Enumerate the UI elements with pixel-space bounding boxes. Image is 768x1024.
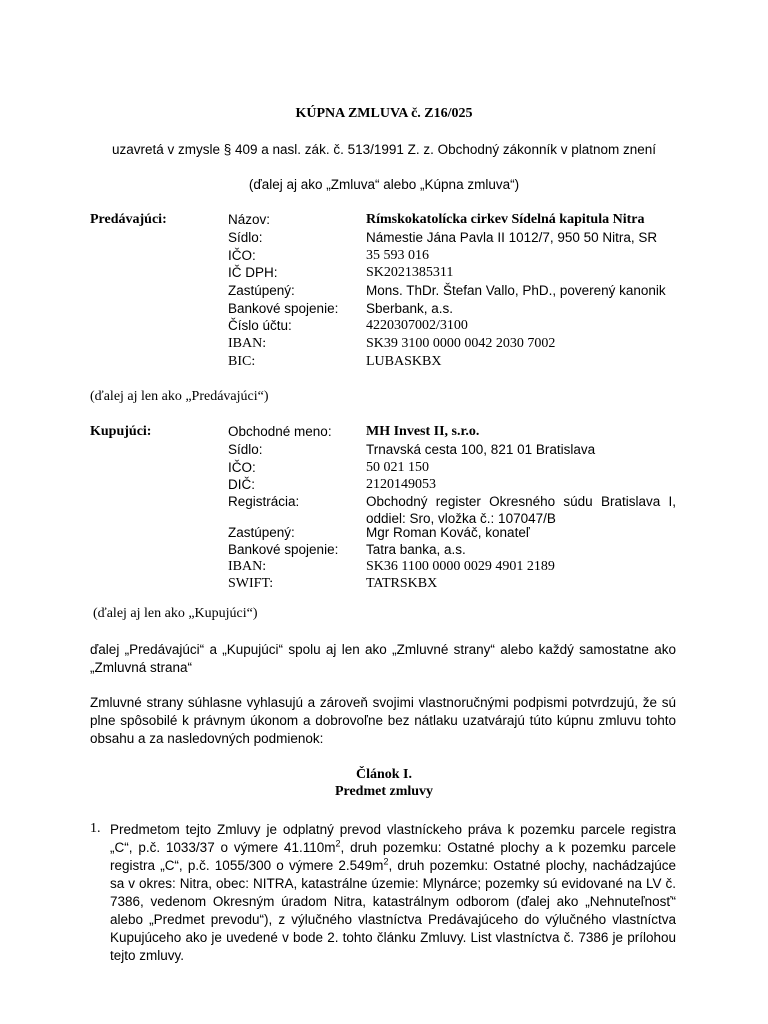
seller-field: Bankové spojenie: [228,301,339,316]
seller-field: IČ DPH: [228,265,278,280]
buyer-value: 50 021 150 [366,460,429,475]
seller-row [0,212,768,230]
seller-value: Rímskokatolícka cirkev Sídelná kapitula Nitra [366,212,645,227]
seller-field: IBAN: [228,336,267,351]
seller-field: IČO: [228,248,256,263]
buyer-row [0,576,768,594]
seller-row [0,265,768,283]
declaration-paragraph: Zmluvné strany súhlasne vyhlasujú a zároveň svojimi vlastnoručnými podpismi potvrdzujú, že sú plne spôsobilé k právnym úkonom a dobrovoľne bez nátlaku uzatvárajú túto kúpnu zmluvu tohto obsahu a za nasledovných podmienok: [90,695,676,746]
item-text-part: Predmetom tejto Zmluvy je odplatný prevod vlastníckeho práva k pozemku parcele registra „C“, p.č. 1033/37 o výmere 41.110m [110,822,676,855]
buyer-field: Sídlo: [228,442,263,457]
buyer-value: MH Invest II, s.r.o. [366,424,480,439]
seller-row [0,301,768,319]
seller-field: BIC: [228,354,256,369]
buyer-row [0,442,768,460]
seller-value: SK2021385311 [366,265,454,280]
seller-value: Námestie Jána Pavla II 1012/7, 950 50 Nitra, SR [366,230,658,245]
buyer-field: Bankové spojenie: [228,542,339,557]
buyer-value-line2: oddiel: Sro, vložka č.: 107047/B [366,511,556,526]
item-text [110,821,676,965]
parties-paragraph: ďalej „Predávajúci“ a „Kupujúci“ spolu aj len ako „Zmluvné strany“ alebo každý samostatne ako „Zmluvná strana“ [90,642,676,675]
item-number: 1. [90,821,101,836]
article-heading: Článok I. [355,767,413,782]
buyer-value: Tatra banka, a.s. [366,542,466,557]
buyer-row [0,424,768,442]
seller-row [0,230,768,248]
buyer-value: Obchodný register Okresného súdu Bratislava I, [366,494,676,509]
seller-value: SK39 3100 0000 0042 2030 7002 [366,336,556,351]
item-text-part: , druh pozemku: Ostatné plochy a k pozemku parcele registra „C“, p.č. 1055/300 o výmere 2.549m [110,840,677,873]
superscript: 2 [383,856,389,867]
buyer-field: IBAN: [228,559,267,574]
seller-field: Názov: [228,212,271,227]
item-text-part: , druh pozemku: Ostatné plochy, nachádzajúce sa v okres: Nitra, obec: NITRA, katastrálne územie: Mlynárce; pozemky sú evidované na LV č. 7386, vedenom Okresným úradom Nitra, katastrálnym odborom (ďalej ako „Nehnuteľnosť“ alebo „Predmet prevodu“), z výlučného vlastníctva Predávajúceho do výlučného vlastníctva Kupujúceho ako je uvedené v bode 2. tohto článku Zmluvy. List vlastníctva č. 7386 je prílohou tejto zmluvy. [110,858,676,963]
buyer-value: TATRSKBX [366,576,438,591]
seller-field: Zastúpený: [228,283,295,298]
seller-value: 35 593 016 [366,248,429,263]
seller-value: 4220307002/3100 [366,318,468,333]
seller-value: Mons. ThDr. Štefan Vallo, PhD., poverený kanonik [366,283,666,298]
seller-label: Predávajúci: [90,212,167,227]
buyer-row [0,460,768,478]
buyer-row [0,477,768,495]
seller-row [0,248,768,266]
buyer-field: DIČ: [228,477,255,492]
buyer-alias: (ďalej aj len ako „Kupujúci“) [93,606,258,621]
seller-row [0,354,768,372]
seller-field: Číslo účtu: [228,318,292,333]
buyer-field: IČO: [228,460,256,475]
seller-alias: (ďalej aj len ako „Predávajúci“) [90,389,269,404]
buyer-value: Mgr Roman Kováč, konateľ [366,525,530,540]
seller-value: LUBASKBX [366,354,442,369]
buyer-row [0,559,768,577]
buyer-label: Kupujúci: [90,424,152,439]
seller-row [0,336,768,354]
buyer-field: Obchodné meno: [228,424,332,439]
buyer-field: SWIFT: [228,576,274,591]
contract-subtitle: uzavretá v zmysle § 409 a nasl. zák. č. 513/1991 Z. z. Obchodný zákonník v platnom znení [111,142,657,157]
contract-title: KÚPNA ZMLUVA č. Z16/025 [295,106,473,121]
contract-alias: (ďalej aj ako „Zmluva“ alebo „Kúpna zmluva“) [248,177,520,192]
buyer-value: Trnavská cesta 100, 821 01 Bratislava [366,442,596,457]
buyer-field: Zastúpený: [228,525,295,540]
seller-value: Sberbank, a.s. [366,301,454,316]
article-subheading: Predmet zmluvy [334,784,434,799]
buyer-value: SK36 1100 0000 0029 4901 2189 [366,559,555,574]
buyer-field: Registrácia: [228,494,300,509]
buyer-row [0,542,768,560]
superscript: 2 [335,838,341,849]
buyer-row [0,525,768,543]
seller-row [0,283,768,301]
seller-row [0,318,768,336]
seller-field: Sídlo: [228,230,263,245]
buyer-value: 2120149053 [366,477,436,492]
